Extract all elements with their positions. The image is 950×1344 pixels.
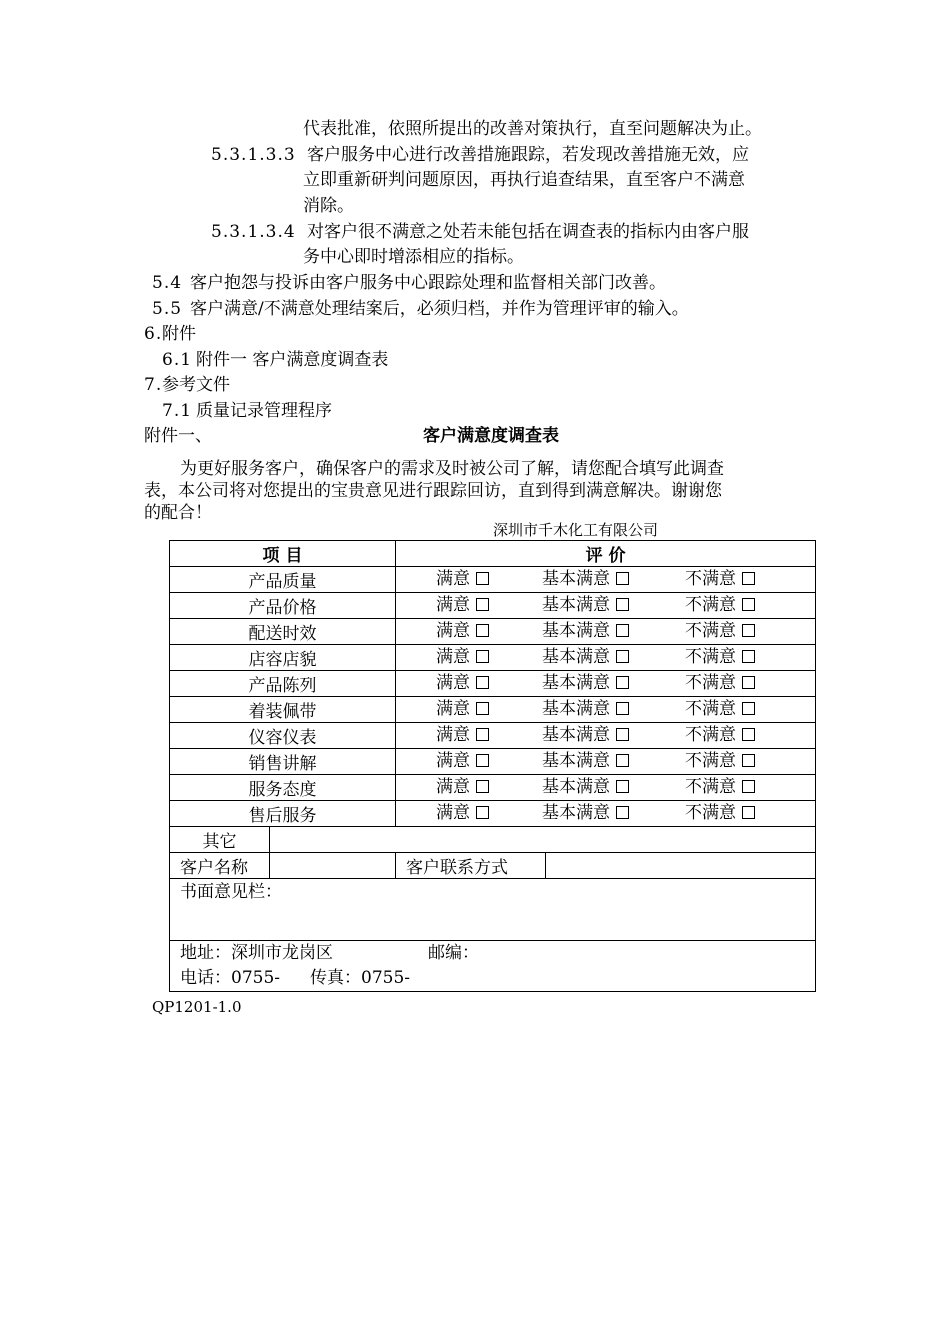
survey-item-label: 产品价格 — [170, 593, 396, 619]
other-input[interactable] — [270, 827, 816, 853]
checkbox-icon[interactable] — [476, 624, 489, 637]
survey-rating-options — [396, 801, 816, 827]
rating-option[interactable] — [436, 593, 489, 618]
rating-option[interactable] — [542, 749, 629, 774]
rating-option-label: 满意 — [436, 621, 471, 641]
section-5-4-text: 客户抱怨与投诉由客户服务中心跟踪处理和监督相关部门改善。 — [190, 273, 666, 293]
other-label: 其它 — [170, 827, 270, 853]
checkbox-icon[interactable] — [616, 728, 629, 741]
contact-info-row — [170, 941, 816, 992]
rating-option[interactable] — [685, 697, 755, 722]
checkbox-icon[interactable] — [616, 806, 629, 819]
body-line-6: 务中心即时增添相应的指标。 — [303, 247, 524, 267]
rating-option[interactable] — [542, 697, 629, 722]
checkbox-icon[interactable] — [742, 754, 755, 767]
section-7-heading: 参考文件 — [162, 375, 230, 395]
written-opinion-label: 书面意见栏： — [180, 882, 282, 902]
satisfaction-survey-table — [169, 540, 816, 992]
rating-option-label: 不满意 — [685, 621, 737, 641]
checkbox-icon[interactable] — [476, 728, 489, 741]
table-row — [170, 645, 816, 671]
customer-row — [170, 853, 816, 879]
table-row — [170, 697, 816, 723]
survey-rating-options — [396, 775, 816, 801]
section-number-5-3-1-3-4: 5.3.1.3.4 — [211, 222, 296, 242]
survey-rating-options — [396, 619, 816, 645]
body-line-3: 立即重新研判问题原因，再执行追查结果，直至客户不满意 — [303, 170, 745, 190]
section-number-5-4: 5.4 — [152, 273, 183, 293]
rating-option-label: 基本满意 — [542, 725, 611, 745]
survey-rating-options — [396, 671, 816, 697]
section-number-7-1: 7.1 — [162, 401, 193, 421]
checkbox-icon[interactable] — [476, 650, 489, 663]
fax-label: 传真：0755- — [310, 968, 411, 988]
section-number-5-5: 5.5 — [152, 299, 183, 319]
table-row — [170, 619, 816, 645]
rating-option-label: 基本满意 — [542, 673, 611, 693]
checkbox-icon[interactable] — [476, 754, 489, 767]
checkbox-icon[interactable] — [742, 598, 755, 611]
checkbox-icon[interactable] — [742, 780, 755, 793]
survey-item-label: 配送时效 — [170, 619, 396, 645]
rating-option[interactable] — [542, 619, 629, 644]
survey-item-label: 销售讲解 — [170, 749, 396, 775]
checkbox-icon[interactable] — [616, 572, 629, 585]
checkbox-icon[interactable] — [616, 702, 629, 715]
rating-option[interactable] — [542, 801, 629, 826]
checkbox-icon[interactable] — [742, 728, 755, 741]
rating-option-label: 基本满意 — [542, 595, 611, 615]
written-opinion-row — [170, 879, 816, 941]
rating-option[interactable] — [685, 671, 755, 696]
checkbox-icon[interactable] — [616, 676, 629, 689]
section-5-5-text: 客户满意/不满意处理结案后，必须归档，并作为管理评审的输入。 — [190, 299, 689, 319]
customer-name-label: 客户名称 — [170, 853, 270, 879]
rating-option[interactable] — [685, 723, 755, 748]
rating-option-label: 不满意 — [685, 595, 737, 615]
rating-option-label: 基本满意 — [542, 699, 611, 719]
survey-rating-options — [396, 749, 816, 775]
section-number-7: 7. — [144, 375, 163, 395]
survey-item-label: 店容店貌 — [170, 645, 396, 671]
rating-option-label: 满意 — [436, 725, 471, 745]
table-header-row — [170, 541, 816, 567]
checkbox-icon[interactable] — [616, 624, 629, 637]
survey-item-label: 产品陈列 — [170, 671, 396, 697]
rating-option[interactable] — [436, 645, 489, 670]
rating-option-label: 基本满意 — [542, 777, 611, 797]
rating-option-label: 满意 — [436, 777, 471, 797]
rating-option[interactable] — [436, 619, 489, 644]
section-number-6: 6. — [144, 324, 163, 344]
rating-option-label: 满意 — [436, 595, 471, 615]
survey-item-label: 产品质量 — [170, 567, 396, 593]
intro-line-1: 为更好服务客户，确保客户的需求及时被公司了解，请您配合填写此调查 — [180, 459, 724, 479]
checkbox-icon[interactable] — [742, 650, 755, 663]
checkbox-icon[interactable] — [476, 676, 489, 689]
survey-item-label: 仪容仪表 — [170, 723, 396, 749]
body-line-2: 客户服务中心进行改善措施跟踪，若发现改善措施无效，应 — [307, 145, 749, 165]
survey-rating-options — [396, 723, 816, 749]
rating-option-label: 基本满意 — [542, 621, 611, 641]
survey-rating-options — [396, 567, 816, 593]
checkbox-icon[interactable] — [742, 676, 755, 689]
written-opinion-field[interactable] — [170, 879, 816, 941]
rating-option-label: 满意 — [436, 751, 471, 771]
rating-option[interactable] — [436, 749, 489, 774]
checkbox-icon[interactable] — [616, 780, 629, 793]
rating-option-label: 不满意 — [685, 569, 737, 589]
rating-option-label: 基本满意 — [542, 647, 611, 667]
rating-option[interactable] — [436, 723, 489, 748]
survey-rating-options — [396, 593, 816, 619]
survey-item-label: 服务态度 — [170, 775, 396, 801]
survey-item-label: 售后服务 — [170, 801, 396, 827]
rating-option[interactable] — [542, 775, 629, 800]
company-name: 深圳市千木化工有限公司 — [493, 521, 659, 539]
rating-option[interactable] — [436, 801, 489, 826]
checkbox-icon[interactable] — [476, 806, 489, 819]
rating-option[interactable] — [436, 671, 489, 696]
body-line-5: 对客户很不满意之处若未能包括在调查表的指标内由客户服 — [307, 222, 749, 242]
rating-option[interactable] — [685, 619, 755, 644]
checkbox-icon[interactable] — [616, 650, 629, 663]
postcode-label: 邮编： — [428, 943, 479, 963]
survey-title: 客户满意度调查表 — [423, 426, 559, 446]
checkbox-icon[interactable] — [742, 702, 755, 715]
checkbox-icon[interactable] — [476, 780, 489, 793]
checkbox-icon[interactable] — [476, 572, 489, 585]
rating-option[interactable] — [542, 593, 629, 618]
table-row — [170, 723, 816, 749]
survey-item-label: 着装佩带 — [170, 697, 396, 723]
intro-line-2: 表，本公司将对您提出的宝贵意见进行跟踪回访，直到得到满意解决。谢谢您 — [144, 481, 722, 501]
rating-option[interactable] — [685, 567, 755, 592]
rating-option-label: 不满意 — [685, 777, 737, 797]
rating-option-label: 满意 — [436, 803, 471, 823]
rating-option-label: 不满意 — [685, 647, 737, 667]
checkbox-icon[interactable] — [616, 754, 629, 767]
rating-option[interactable] — [685, 775, 755, 800]
rating-option[interactable] — [542, 645, 629, 670]
survey-rating-options — [396, 697, 816, 723]
section-number-5-3-1-3-3: 5.3.1.3.3 — [211, 145, 296, 165]
section-number-6-1: 6.1 — [162, 350, 193, 370]
body-line-4: 消除。 — [303, 196, 354, 216]
survey-rating-options — [396, 645, 816, 671]
table-row — [170, 775, 816, 801]
other-row — [170, 827, 816, 853]
table-row — [170, 567, 816, 593]
appendix-label: 附件一、 — [144, 426, 212, 446]
section-6-heading: 附件 — [162, 324, 196, 344]
checkbox-icon[interactable] — [616, 598, 629, 611]
rating-option-label: 不满意 — [685, 803, 737, 823]
rating-option[interactable] — [685, 749, 755, 774]
header-evaluation: 评 价 — [396, 541, 816, 567]
checkbox-icon[interactable] — [742, 624, 755, 637]
rating-option-label: 满意 — [436, 673, 471, 693]
rating-option-label: 基本满意 — [542, 803, 611, 823]
rating-option[interactable] — [436, 697, 489, 722]
document-code: QP1201-1.0 — [152, 998, 242, 1016]
rating-option-label: 满意 — [436, 699, 471, 719]
rating-option[interactable] — [542, 567, 629, 592]
table-row — [170, 671, 816, 697]
rating-option[interactable] — [542, 671, 629, 696]
rating-option[interactable] — [542, 723, 629, 748]
rating-option[interactable] — [685, 645, 755, 670]
address-label: 地址：深圳市龙岗区 — [180, 943, 333, 963]
intro-line-3: 的配合！ — [144, 503, 212, 523]
customer-contact-input[interactable] — [546, 853, 816, 879]
checkbox-icon[interactable] — [742, 806, 755, 819]
rating-option[interactable] — [685, 593, 755, 618]
contact-info-cell — [170, 941, 816, 992]
table-row — [170, 749, 816, 775]
rating-option-label: 基本满意 — [542, 569, 611, 589]
rating-option[interactable] — [436, 775, 489, 800]
section-6-1-text: 附件一 客户满意度调查表 — [196, 350, 389, 370]
checkbox-icon[interactable] — [742, 572, 755, 585]
rating-option[interactable] — [436, 567, 489, 592]
customer-name-input[interactable] — [270, 853, 396, 879]
phone-label: 电话：0755- — [180, 968, 281, 988]
checkbox-icon[interactable] — [476, 598, 489, 611]
table-row — [170, 801, 816, 827]
rating-option-label: 满意 — [436, 647, 471, 667]
customer-contact-label: 客户联系方式 — [396, 853, 546, 879]
rating-option-label: 基本满意 — [542, 751, 611, 771]
rating-option-label: 不满意 — [685, 725, 737, 745]
rating-option[interactable] — [685, 801, 755, 826]
table-row — [170, 593, 816, 619]
checkbox-icon[interactable] — [476, 702, 489, 715]
rating-option-label: 不满意 — [685, 751, 737, 771]
section-7-1-text: 质量记录管理程序 — [196, 401, 332, 421]
rating-option-label: 满意 — [436, 569, 471, 589]
header-item: 项 目 — [170, 541, 396, 567]
rating-option-label: 不满意 — [685, 699, 737, 719]
body-line-1: 代表批准，依照所提出的改善对策执行，直至问题解决为止。 — [303, 119, 762, 139]
rating-option-label: 不满意 — [685, 673, 737, 693]
